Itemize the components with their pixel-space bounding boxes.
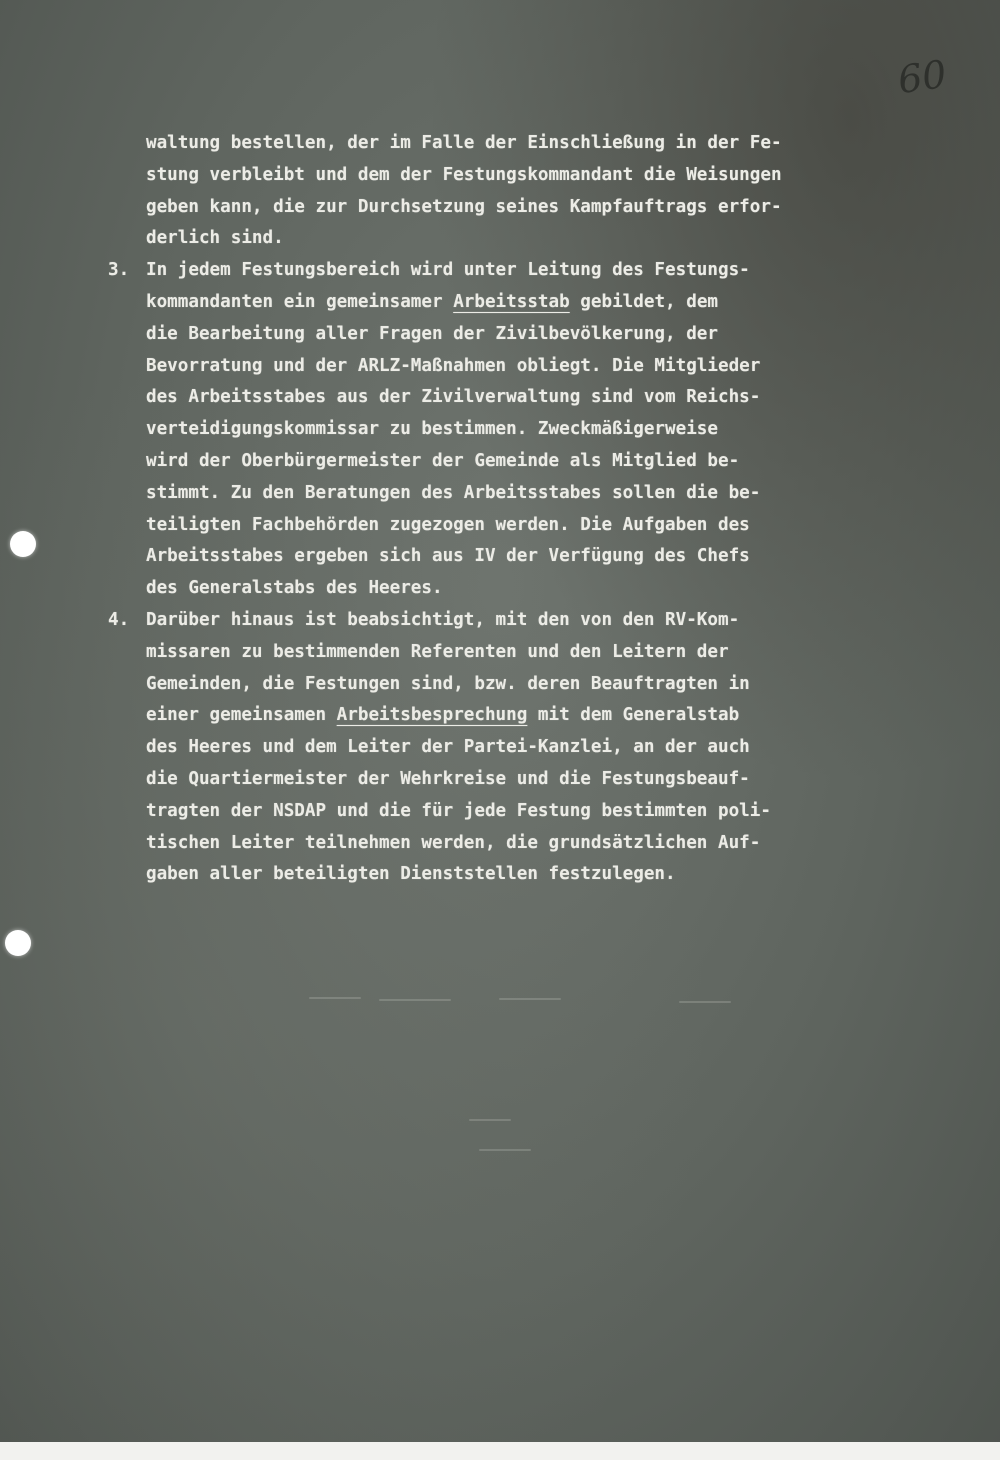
text-line: gaben aller beteiligten Dienststellen festzulegen. (146, 864, 676, 885)
text-line: Arbeitsstabes ergeben sich aus IV der Verfügung des Chefs (146, 546, 750, 567)
handwritten-folio-number: 60 (895, 51, 950, 103)
text-segment: kommandanten ein gemeinsamer (146, 291, 454, 312)
text-line: die Bearbeitung aller Fragen der Zivilbevölkerung, der (146, 323, 718, 344)
text-line: In jedem Festungsbereich wird unter Leitung des Festungs- (146, 260, 750, 281)
text-line-with-underline (108, 287, 938, 319)
text-line: die Quartiermeister der Wehrkreise und die Festungsbeauf- (146, 768, 750, 789)
punch-hole-upper (10, 531, 36, 557)
text-segment: mit dem Generalstab (527, 705, 740, 726)
underlined-term: Arbeitsbesprechung (336, 705, 528, 726)
text-line: tragten der NSDAP und die für jede Festung bestimmten poli- (146, 800, 771, 821)
typewritten-body (108, 128, 938, 891)
text-line: tischen Leiter teilnehmen werden, die grundsätzlichen Auf- (146, 832, 761, 853)
text-line: des Arbeitsstabes aus der Zivilverwaltung sind vom Reichs- (146, 387, 761, 408)
faint-bleed-through-marks (300, 990, 800, 1190)
text-line: derlich sind. (146, 228, 284, 249)
text-line: geben kann, die zur Durchsetzung seines Kampfauftrags erfor- (146, 196, 782, 217)
underlined-term: Arbeitsstab (453, 291, 570, 312)
text-line: waltung bestellen, der im Falle der Einschließung in der Fe- (146, 133, 782, 153)
text-line-with-underline (108, 700, 938, 732)
text-line: wird der Oberbürgermeister der Gemeinde als Mitglied be- (146, 450, 740, 471)
text-line: missaren zu bestimmenden Referenten und den Leitern der (146, 641, 729, 662)
text-segment: gebildet, dem (569, 291, 719, 312)
text-line: Darüber hinaus ist beabsichtigt, mit den von den RV-Kom- (146, 609, 740, 630)
paragraph-4-first-line (108, 605, 938, 637)
paragraph-3-first-line (108, 255, 938, 287)
text-line: stung verbleibt und dem der Festungskommandant die Weisungen (146, 164, 782, 185)
text-segment: einer gemeinsamen (146, 705, 337, 726)
text-line: stimmt. Zu den Beratungen des Arbeitsstabes sollen die be- (146, 482, 761, 503)
text-line: Bevorratung und der ARLZ-Maßnahmen obliegt. Die Mitglieder (146, 355, 761, 376)
paragraph-number: 4. (108, 609, 130, 630)
text-line: verteidigungskommissar zu bestimmen. Zweckmäßigerweise (146, 419, 718, 440)
text-line: Gemeinden, die Festungen sind, bzw. deren Beauftragten in (146, 673, 750, 694)
punch-hole-lower (5, 930, 31, 956)
text-line: teiligten Fachbehörden zugezogen werden. Die Aufgaben des (146, 514, 750, 535)
text-line: des Generalstabs des Heeres. (146, 578, 443, 599)
text-line: des Heeres und dem Leiter der Partei-Kanzlei, an der auch (146, 737, 750, 758)
paragraph-number: 3. (108, 260, 130, 281)
